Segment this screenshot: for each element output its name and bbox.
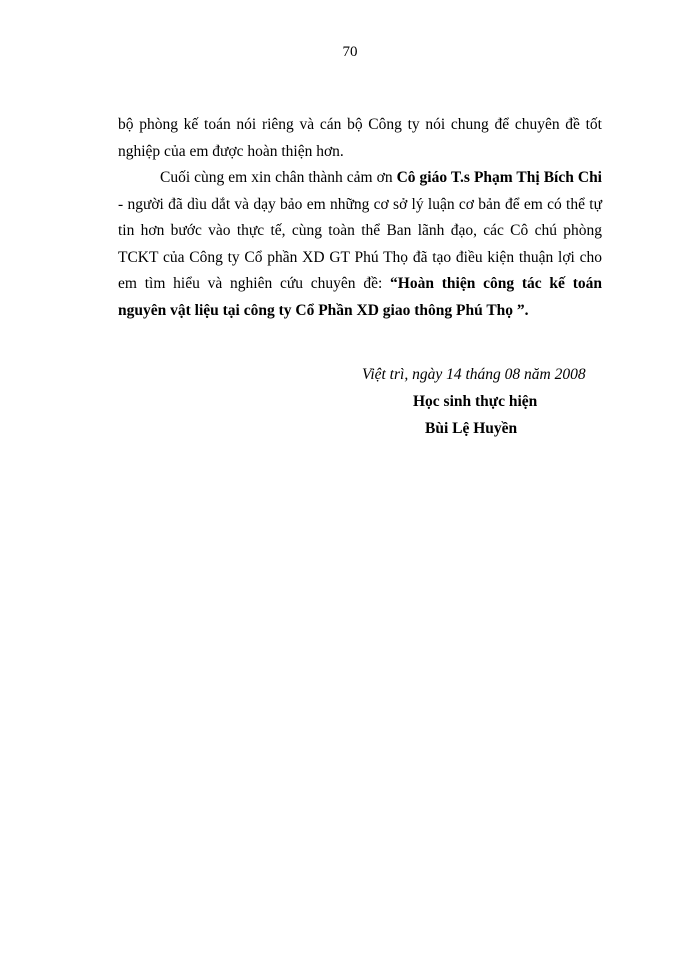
signature-block (300, 361, 660, 442)
signature-name: Bùi Lệ Huyền (425, 420, 518, 437)
paragraph-acknowledgement (118, 165, 602, 324)
topic-title: “Hoàn thiện công tác kế toán nguyên vật liệu tại công ty Cổ Phần XD giao thông Phú Thọ ”. (118, 275, 602, 319)
page-number: 70 (342, 44, 358, 60)
ack-text-part1: Cuối cùng em xin chân thành cảm ơn (160, 169, 397, 186)
signature-date: Việt trì, ngày 14 tháng 08 năm 2008 (362, 366, 586, 383)
ack-text-part2: - người đã dìu dắt và dạy bảo em những cơ sở lý luận cơ bản để em có thể tự tin hơn bước vào thực tế, cùng toàn thể Ban lãnh đạo, các Cô chú phòng TCKT của Công ty Cổ phần XD GT Phú Thọ đã tạo điều kiện thuận lợi cho em tìm hiểu và nghiên cứu chuyên đề: (118, 195, 602, 292)
paragraph-closing-remark: bộ phòng kế toán nói riêng và cán bộ Công ty nói chung để chuyên đề tốt nghiệp của em được hoàn thiện hơn. (118, 116, 602, 160)
signature-role: Học sinh thực hiện (413, 393, 538, 410)
teacher-name: Cô giáo T.s Phạm Thị Bích Chi (396, 169, 602, 186)
body-text (118, 112, 602, 324)
